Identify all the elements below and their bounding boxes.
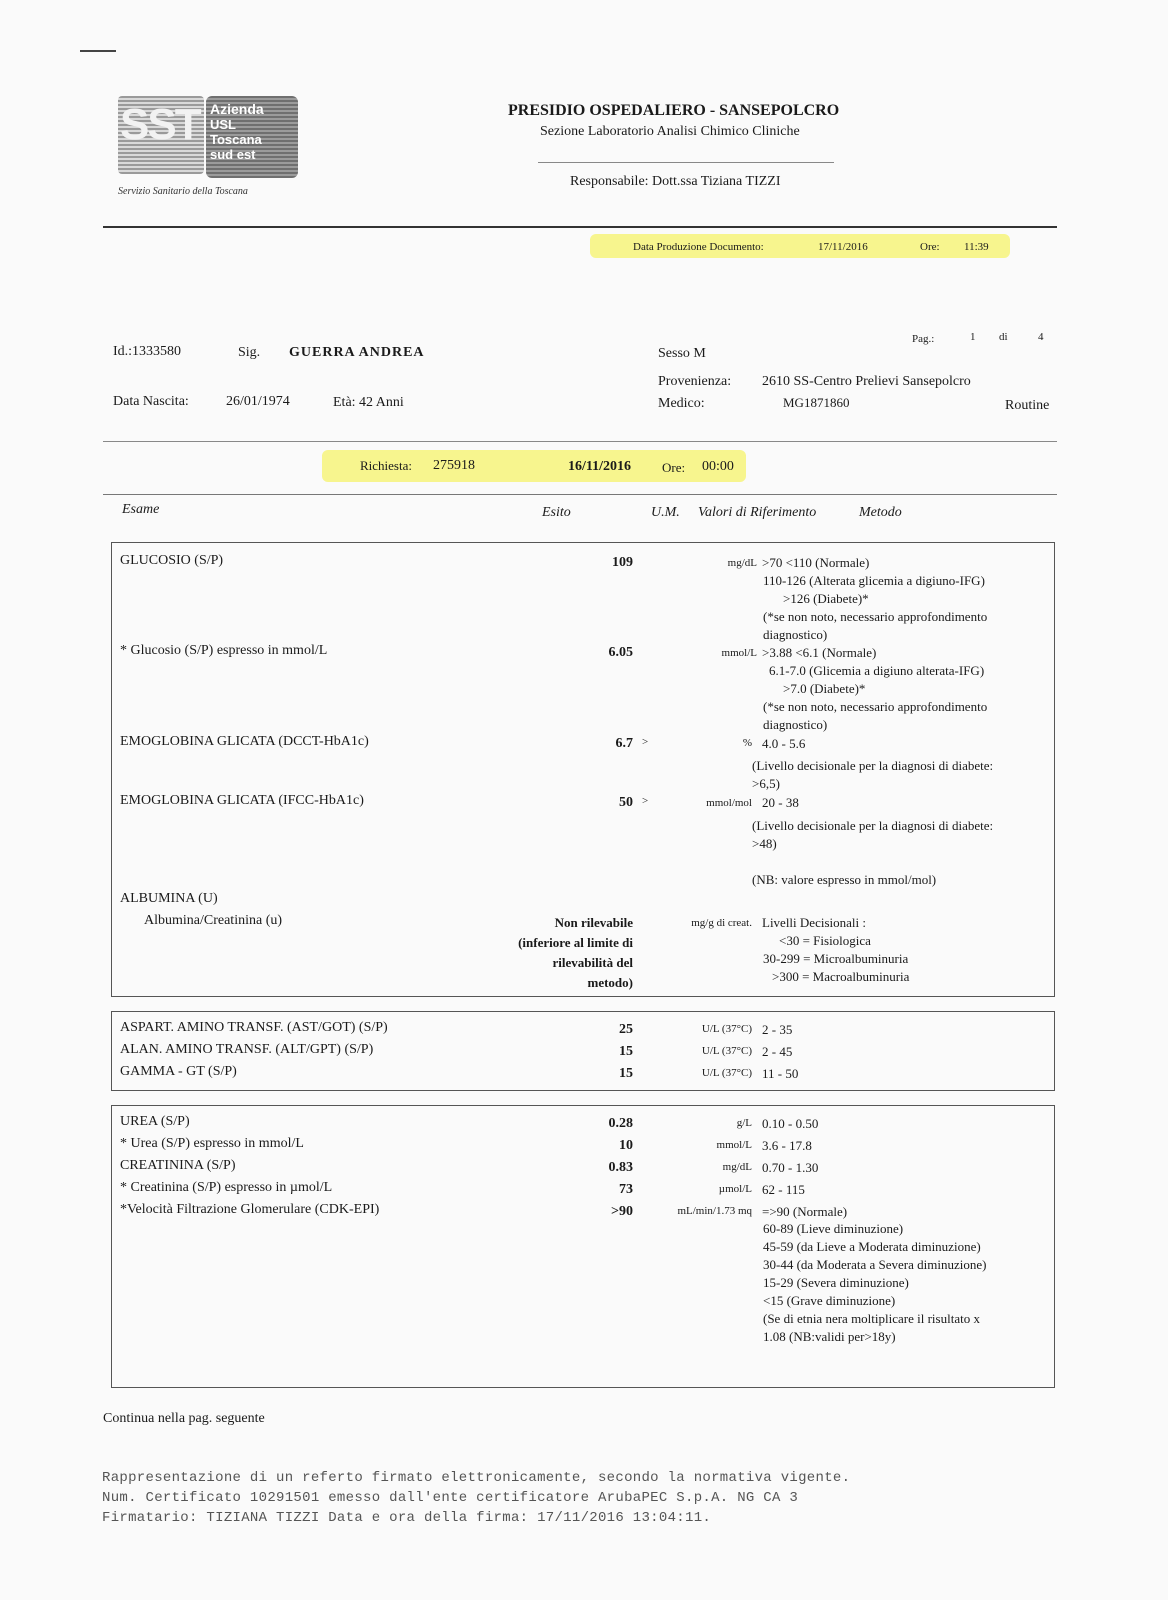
- logo-line-4: sud est: [210, 147, 256, 162]
- note-hba1c-dcct-1: (Livello decisionale per la diagnosi di diabete:: [752, 758, 994, 773]
- flag-hba1c-dcct: >: [642, 736, 649, 748]
- unit-renal-2: mg/dL: [722, 1161, 752, 1173]
- exam-renal-3: * Creatinina (S/P) espresso in µmol/L: [120, 1180, 333, 1195]
- result-albumin-2: (inferiore al limite di: [518, 935, 633, 950]
- page-of: di: [999, 331, 1008, 343]
- result-liver-0: 25: [619, 1022, 633, 1037]
- unit-liver-2: U/L (37°C): [701, 1067, 752, 1079]
- exam-hba1c-dcct: EMOGLOBINA GLICATA (DCCT-HbA1c): [120, 734, 369, 749]
- usl-logo-block: [206, 96, 298, 178]
- header-divider-short: [538, 162, 834, 163]
- result-liver-1: 15: [619, 1044, 633, 1059]
- patient-divider: [103, 441, 1057, 442]
- continue-note: Continua nella pag. seguente: [103, 1411, 265, 1426]
- patient-id: Id.:1333580: [113, 344, 182, 359]
- logo-line-3: Toscana: [210, 132, 262, 147]
- ref-glucose-mmol-2: 6.1-7.0 (Glicemia a digiuno alterata-IFG): [769, 663, 985, 678]
- range-liver-2: 11 - 50: [762, 1066, 799, 1081]
- signature-line-1: Rappresentazione di un referto firmato elettronicamente, secondo la normativa vigente.: [102, 1470, 851, 1486]
- scan-mark: [80, 50, 116, 52]
- ref-glucose-4: (*se non noto, necessario approfondimento: [763, 609, 988, 624]
- ref-egfr-8: 1.08 (NB:validi per>18y): [763, 1329, 896, 1344]
- hospital-title: PRESIDIO OSPEDALIERO - SANSEPOLCRO: [508, 102, 840, 119]
- col-reference: Valori di Riferimento: [698, 505, 817, 520]
- note-hba1c-ifcc-2: >48): [752, 836, 777, 851]
- patient-name: GUERRA ANDREA: [289, 345, 425, 360]
- result-hba1c-ifcc: 50: [619, 795, 633, 810]
- request-label: Richiesta:: [360, 458, 412, 473]
- header-divider: [103, 226, 1057, 228]
- exam-glucose-mmol: * Glucosio (S/P) espresso in mmol/L: [120, 643, 328, 658]
- col-unit: U.M.: [651, 505, 680, 520]
- lab-responsible: Responsabile: Dott.ssa Tiziana TIZZI: [570, 174, 781, 189]
- col-exam: Esame: [122, 502, 160, 517]
- ref-albumin-4: >300 = Macroalbuminuria: [772, 969, 910, 984]
- ref-glucose-mmol-5: diagnostico): [763, 717, 828, 732]
- col-method: Metodo: [859, 505, 902, 520]
- asl-logo: [118, 96, 303, 197]
- result-glucose: 109: [612, 555, 633, 570]
- range-renal-3: 62 - 115: [762, 1182, 805, 1197]
- ref-glucose-mmol-1: >3.88 <6.1 (Normale): [762, 645, 877, 660]
- range-liver-1: 2 - 45: [762, 1044, 793, 1059]
- patient-age: Età: 42 Anni: [333, 395, 404, 410]
- ref-glucose-3: >126 (Diabete)*: [783, 591, 869, 606]
- ref-glucose-mmol-3: >7.0 (Diabete)*: [783, 681, 866, 696]
- birth-date: 26/01/1974: [226, 394, 290, 409]
- request-number: 275918: [433, 458, 475, 473]
- logo-line-2: USL: [210, 117, 236, 132]
- signature-line-2: Num. Certificato 10291501 emesso dall'ente certificatore ArubaPEC S.p.A. NG CA 3: [102, 1490, 799, 1506]
- production-date: 17/11/2016: [818, 241, 868, 253]
- range-renal-2: 0.70 - 1.30: [762, 1160, 819, 1175]
- unit-liver-0: U/L (37°C): [701, 1023, 752, 1035]
- unit-renal-1: mmol/L: [716, 1139, 752, 1151]
- unit-glucose: mg/dL: [727, 557, 757, 569]
- unit-albumin: mg/g di creat.: [691, 917, 752, 929]
- ref-glucose-2: 110-126 (Alterata glicemia a digiuno-IFG): [763, 573, 985, 588]
- doctor-label: Medico:: [658, 396, 705, 411]
- ref-egfr-3: 45-59 (da Lieve a Moderata diminuzione): [763, 1239, 981, 1254]
- unit-glucose-mmol: mmol/L: [721, 647, 757, 659]
- result-hba1c-dcct: 6.7: [615, 736, 633, 751]
- result-liver-2: 15: [619, 1066, 633, 1081]
- exam-glucose: GLUCOSIO (S/P): [120, 553, 224, 568]
- ref-glucose-5: diagnostico): [763, 627, 828, 642]
- production-time-label: Ore:: [920, 241, 940, 253]
- request-date: 16/11/2016: [568, 459, 632, 474]
- result-albumin-4: metodo): [587, 975, 633, 990]
- signature-line-3: Firmatario: TIZIANA TIZZI Data e ora della firma: 17/11/2016 13:04:11.: [102, 1510, 712, 1526]
- patient-sig-label: Sig.: [238, 345, 261, 360]
- production-time: 11:39: [964, 241, 989, 253]
- range-liver-0: 2 - 35: [762, 1022, 793, 1037]
- birth-label: Data Nascita:: [113, 394, 189, 409]
- exam-renal-0: UREA (S/P): [120, 1114, 190, 1129]
- sst-logo-mark: [118, 96, 204, 174]
- exam-liver-1: ALAN. AMINO TRANSF. (ALT/GPT) (S/P): [120, 1042, 374, 1057]
- exam-liver-0: ASPART. AMINO TRANSF. (AST/GOT) (S/P): [120, 1020, 388, 1035]
- result-albumin-1: Non rilevabile: [554, 915, 633, 930]
- col-result: Esito: [542, 505, 571, 520]
- unit-hba1c-dcct: %: [742, 737, 752, 749]
- page-number: 1: [970, 331, 976, 343]
- exam-albumin-creatinine: Albumina/Creatinina (u): [144, 913, 283, 928]
- origin-label: Provenienza:: [658, 374, 732, 389]
- range-hba1c-dcct: 4.0 - 5.6: [762, 736, 806, 751]
- ref-glucose-mmol-4: (*se non noto, necessario approfondimento: [763, 699, 988, 714]
- request-time-label: Ore:: [662, 460, 686, 475]
- result-renal-4: >90: [611, 1204, 633, 1219]
- range-renal-1: 3.6 - 17.8: [762, 1138, 812, 1153]
- result-albumin-3: rilevabilità del: [552, 955, 633, 970]
- lab-section: Sezione Laboratorio Analisi Chimico Cliniche: [540, 124, 800, 139]
- note-hba1c-dcct-2: >6,5): [752, 776, 780, 791]
- exam-renal-2: CREATININA (S/P): [120, 1158, 236, 1173]
- range-hba1c-ifcc: 20 - 38: [762, 795, 799, 810]
- ref-albumin-2: <30 = Fisiologica: [779, 933, 871, 948]
- result-renal-3: 73: [619, 1182, 633, 1197]
- sst-logo-text: SST: [120, 100, 200, 149]
- request-divider: [103, 494, 1057, 495]
- exam-hba1c-ifcc: EMOGLOBINA GLICATA (IFCC-HbA1c): [120, 793, 364, 808]
- unit-renal-4: mL/min/1.73 mq: [677, 1205, 752, 1217]
- request-time: 00:00: [702, 459, 734, 474]
- ref-albumin-3: 30-299 = Microalbuminuria: [763, 951, 909, 966]
- ref-egfr-2: 60-89 (Lieve diminuzione): [763, 1221, 904, 1236]
- priority: Routine: [1005, 398, 1050, 413]
- result-renal-2: 0.83: [608, 1160, 633, 1175]
- unit-renal-0: g/L: [736, 1117, 752, 1129]
- page-label: Pag.:: [912, 333, 935, 345]
- unit-renal-3: µmol/L: [718, 1183, 752, 1195]
- ref-egfr-7: (Se di etnia nera moltiplicare il risultato x: [763, 1311, 980, 1326]
- patient-sex: Sesso M: [658, 346, 706, 361]
- note-hba1c-ifcc-3: (NB: valore espresso in mmol/mol): [752, 872, 937, 887]
- page-total: 4: [1038, 331, 1044, 343]
- unit-hba1c-ifcc: mmol/mol: [706, 797, 752, 809]
- unit-liver-1: U/L (37°C): [701, 1045, 752, 1057]
- exam-albumin: ALBUMINA (U): [120, 891, 218, 906]
- logo-line-1: Azienda: [210, 101, 264, 117]
- ref-glucose-1: >70 <110 (Normale): [762, 555, 870, 570]
- exam-liver-2: GAMMA - GT (S/P): [120, 1064, 237, 1079]
- exam-renal-1: * Urea (S/P) espresso in mmol/L: [120, 1136, 304, 1151]
- result-glucose-mmol: 6.05: [608, 645, 633, 660]
- ref-egfr-6: <15 (Grave diminuzione): [763, 1293, 896, 1308]
- production-label: Data Produzione Documento:: [633, 241, 764, 253]
- note-hba1c-ifcc-1: (Livello decisionale per la diagnosi di diabete:: [752, 818, 994, 833]
- logo-caption: Servizio Sanitario della Toscana: [118, 186, 248, 197]
- doctor-code: MG1871860: [783, 395, 850, 410]
- ref-egfr-4: 30-44 (da Moderata a Severa diminuzione): [763, 1257, 987, 1272]
- result-renal-1: 10: [619, 1138, 633, 1153]
- ref-egfr-5: 15-29 (Severa diminuzione): [763, 1275, 909, 1290]
- result-renal-0: 0.28: [608, 1116, 633, 1131]
- range-renal-0: 0.10 - 0.50: [762, 1116, 819, 1131]
- flag-hba1c-ifcc: >: [642, 795, 649, 807]
- range-renal-4: =>90 (Normale): [762, 1204, 848, 1219]
- origin-value: 2610 SS-Centro Prelievi Sansepolcro: [762, 374, 971, 389]
- exam-renal-4: *Velocità Filtrazione Glomerulare (CDK-EPI): [120, 1202, 380, 1217]
- ref-albumin-1: Livelli Decisionali :: [762, 915, 866, 930]
